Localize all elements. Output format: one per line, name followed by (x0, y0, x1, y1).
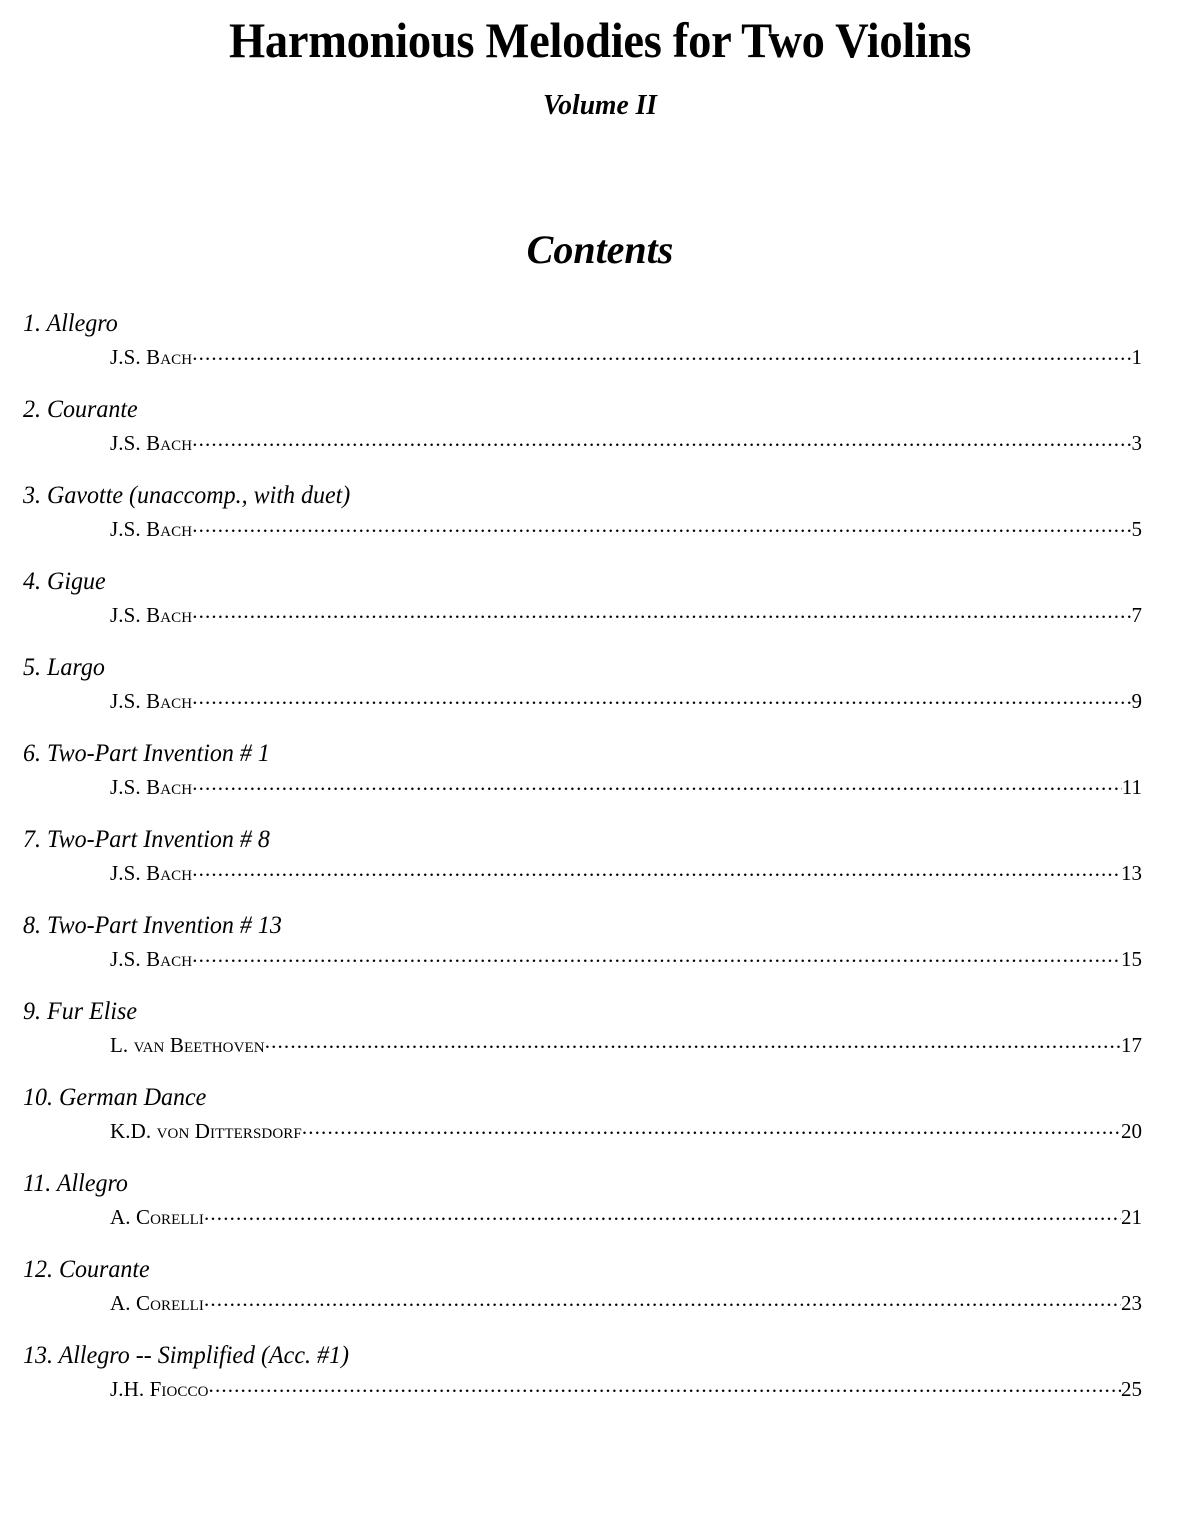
toc-entry-line (0, 515, 1200, 542)
dot-leader (192, 773, 1122, 794)
toc-entry[interactable] (0, 998, 1200, 1058)
toc-entry-title: 13. Allegro -- Simplified (Acc. #1) (23, 1342, 349, 1369)
toc-entry[interactable] (0, 740, 1200, 800)
toc-entry-composer: J.S. Bach (110, 517, 193, 541)
toc-entry-title: 8. Two-Part Invention # 13 (23, 912, 282, 939)
toc-entry-line (0, 773, 1200, 800)
dot-leader (192, 601, 1131, 622)
toc-entry-line (0, 1031, 1200, 1058)
toc-entry-line (0, 1203, 1200, 1230)
toc-entry-page-number: 20 (1121, 1119, 1142, 1143)
toc-entry-title: 2. Courante (23, 396, 138, 423)
toc-entry-composer: A. Corelli (110, 1205, 204, 1229)
toc-entry-page-number: 1 (1131, 345, 1142, 369)
toc-entry-page-number: 7 (1131, 603, 1142, 627)
toc-entry-composer: L. van Beethoven (110, 1033, 265, 1057)
toc-entry[interactable] (0, 654, 1200, 714)
toc-entry-page-number: 15 (1121, 947, 1142, 971)
toc-entry[interactable] (0, 1084, 1200, 1144)
dot-leader (204, 1203, 1121, 1224)
toc-entry-line (0, 687, 1200, 714)
toc-entry-page-number: 3 (1131, 431, 1142, 455)
toc-entry-title: 9. Fur Elise (23, 998, 138, 1025)
toc-entry-composer: K.D. von Dittersdorf (110, 1119, 302, 1143)
volume-subtitle: Volume II (542, 89, 658, 121)
toc-entry-composer: A. Corelli (110, 1291, 204, 1315)
toc-entry-line (0, 429, 1200, 456)
toc-entry-line (0, 1375, 1200, 1402)
toc-entry-page-number: 25 (1121, 1377, 1142, 1401)
toc-entry-title: 4. Gigue (23, 568, 106, 595)
toc-entry-page-number: 17 (1121, 1033, 1142, 1057)
toc-entry-line (0, 1117, 1200, 1144)
toc-entry-line (0, 343, 1200, 370)
page-title: Harmonious Melodies for Two Violins (228, 12, 972, 68)
toc-entry-page-number: 9 (1131, 689, 1142, 713)
toc-entry-title: 5. Largo (23, 654, 105, 681)
toc-entry-composer: J.H. Fiocco (110, 1377, 209, 1401)
dot-leader (192, 515, 1131, 536)
dot-leader (192, 429, 1131, 450)
dot-leader (192, 859, 1121, 880)
dot-leader (192, 343, 1131, 364)
toc-entry-line (0, 1289, 1200, 1316)
toc-entry-title: 6. Two-Part Invention # 1 (23, 740, 270, 767)
toc-entry-composer: J.S. Bach (110, 431, 193, 455)
toc-entry-page-number: 13 (1121, 861, 1142, 885)
toc-entry-composer: J.S. Bach (110, 603, 193, 627)
toc-entry-title: 7. Two-Part Invention # 8 (23, 826, 270, 853)
toc-entry-composer: J.S. Bach (110, 689, 193, 713)
toc-entry-composer: J.S. Bach (110, 775, 193, 799)
toc-entry-page-number: 21 (1121, 1205, 1142, 1229)
toc-entry[interactable] (0, 1170, 1200, 1230)
toc-entry-line (0, 945, 1200, 972)
title-block (0, 0, 1200, 122)
toc-entry-title: 3. Gavotte (unaccomp., with duet) (23, 482, 351, 509)
toc-entry[interactable] (0, 396, 1200, 456)
toc-entry[interactable] (0, 1256, 1200, 1316)
contents-heading: Contents (526, 227, 674, 272)
dot-leader (192, 945, 1121, 966)
toc-entry-page-number: 11 (1121, 775, 1142, 799)
toc-entry-page-number: 5 (1131, 517, 1142, 541)
toc-entry-page-number: 23 (1121, 1291, 1142, 1315)
toc-entry-title: 12. Courante (23, 1256, 150, 1283)
toc-entry-title: 11. Allegro (23, 1170, 128, 1197)
toc-entry-title: 1. Allegro (23, 310, 118, 337)
toc-entry-title: 10. German Dance (23, 1084, 207, 1111)
dot-leader (209, 1375, 1121, 1396)
toc-entry[interactable] (0, 912, 1200, 972)
toc-entry[interactable] (0, 482, 1200, 542)
table-of-contents (0, 310, 1200, 1402)
toc-entry-line (0, 859, 1200, 886)
toc-entry[interactable] (0, 310, 1200, 370)
dot-leader (192, 687, 1131, 708)
dot-leader (204, 1289, 1121, 1310)
toc-entry-line (0, 601, 1200, 628)
toc-entry[interactable] (0, 826, 1200, 886)
toc-entry[interactable] (0, 568, 1200, 628)
dot-leader (302, 1117, 1121, 1138)
toc-entry-composer: J.S. Bach (110, 345, 193, 369)
toc-entry-composer: J.S. Bach (110, 947, 193, 971)
toc-entry-composer: J.S. Bach (110, 861, 193, 885)
toc-entry[interactable] (0, 1342, 1200, 1402)
dot-leader (265, 1031, 1121, 1052)
